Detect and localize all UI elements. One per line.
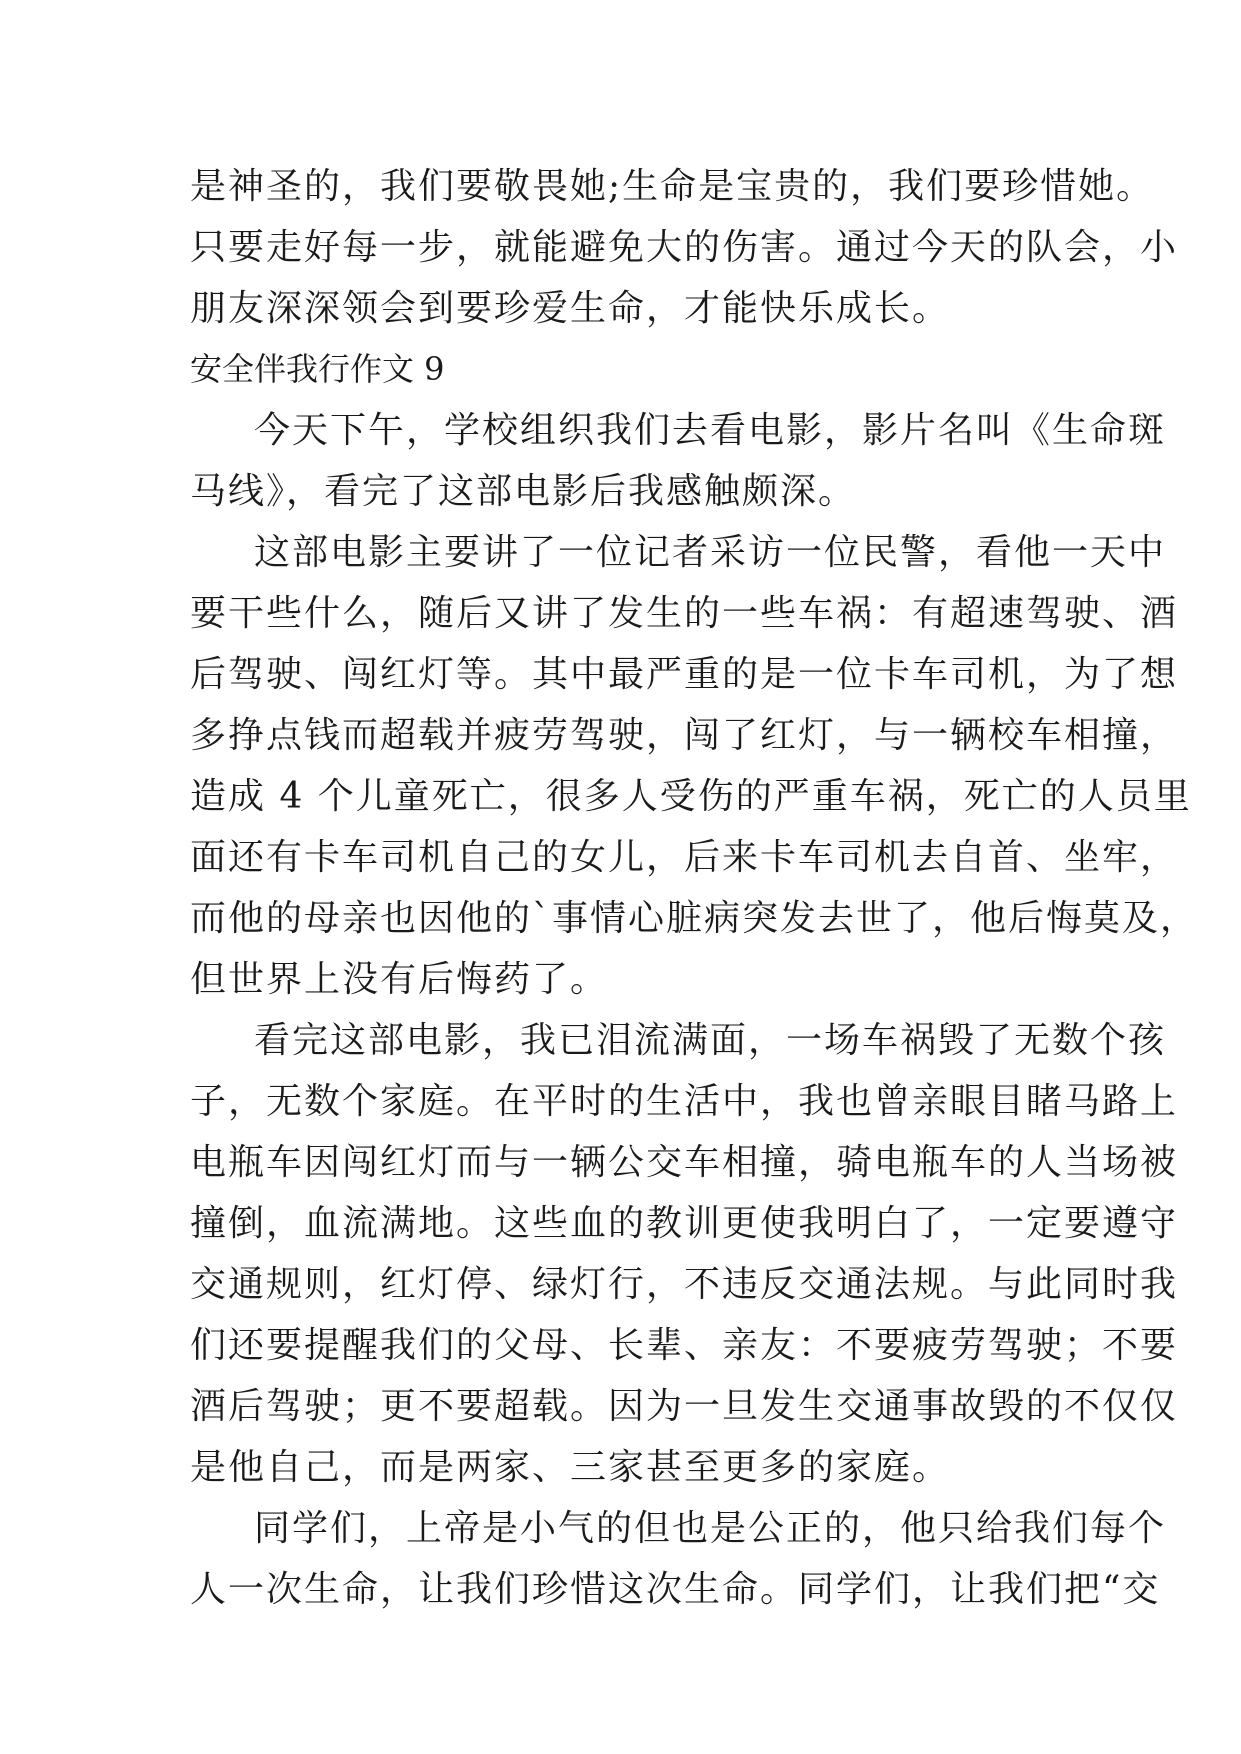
document-page <box>190 156 1199 1620</box>
text-line: 电瓶车因闯红灯而与一辆公交车相撞，骑电瓶车的人当场被 <box>190 1142 1179 1183</box>
text-line: 同学们，上帝是小气的但也是公正的，他只给我们每个 <box>254 1508 1167 1549</box>
text-line: 交通规则，红灯停、绿灯行，不违反交通法规。与此同时我 <box>190 1264 1179 1305</box>
text-line: 马线》，看完了这部电影后我感触颇深。 <box>190 471 857 512</box>
text-line: 要干些什么，随后又讲了发生的一些车祸：有超速驾驶、酒 <box>190 593 1179 634</box>
text-line: 今天下午，学校组织我们去看电影，影片名叫《生命斑 <box>254 410 1167 451</box>
text-line: 而他的母亲也因他的`事情心脏病突发去世了，他后悔莫及， <box>190 898 1199 939</box>
text-line: 们还要提醒我们的父母、长辈、亲友：不要疲劳驾驶；不要 <box>190 1325 1179 1366</box>
text-line: 只要走好每一步，就能避免大的伤害。通过今天的队会，小 <box>190 227 1179 268</box>
text-line: 朋友深深领会到要珍爱生命，才能快乐成长。 <box>190 288 951 329</box>
text-line: 但世界上没有后悔药了。 <box>190 959 609 1000</box>
text-line: 是神圣的，我们要敬畏她;生命是宝贵的，我们要珍惜她。 <box>190 166 1155 207</box>
text-line: 多挣点钱而超载并疲劳驾驶，闯了红灯，与一辆校车相撞， <box>190 715 1179 756</box>
text-line: 是他自己，而是两家、三家甚至更多的家庭。 <box>190 1447 951 1488</box>
text-line: 看完这部电影，我已泪流满面，一场车祸毁了无数个孩 <box>254 1020 1167 1061</box>
text-line: 造成 4 个儿童死亡，很多人受伤的严重车祸，死亡的人员里 <box>190 776 1192 817</box>
text-line: 子，无数个家庭。在平时的生活中，我也曾亲眼目睹马路上 <box>190 1081 1179 1122</box>
text-line: 人一次生命，让我们珍惜这次生命。同学们，让我们把“交 <box>190 1569 1161 1610</box>
text-line: 后驾驶、闯红灯等。其中最严重的是一位卡车司机，为了想 <box>190 654 1179 695</box>
text-line: 面还有卡车司机自己的女儿，后来卡车司机去自首、坐牢， <box>190 837 1179 878</box>
section-title: 安全伴我行作文 9 <box>190 350 445 388</box>
text-line: 酒后驾驶；更不要超载。因为一旦发生交通事故毁的不仅仅 <box>190 1386 1179 1427</box>
text-line: 撞倒，血流满地。这些血的教训更使我明白了，一定要遵守 <box>190 1203 1179 1244</box>
text-line: 这部电影主要讲了一位记者采访一位民警，看他一天中 <box>254 532 1167 573</box>
